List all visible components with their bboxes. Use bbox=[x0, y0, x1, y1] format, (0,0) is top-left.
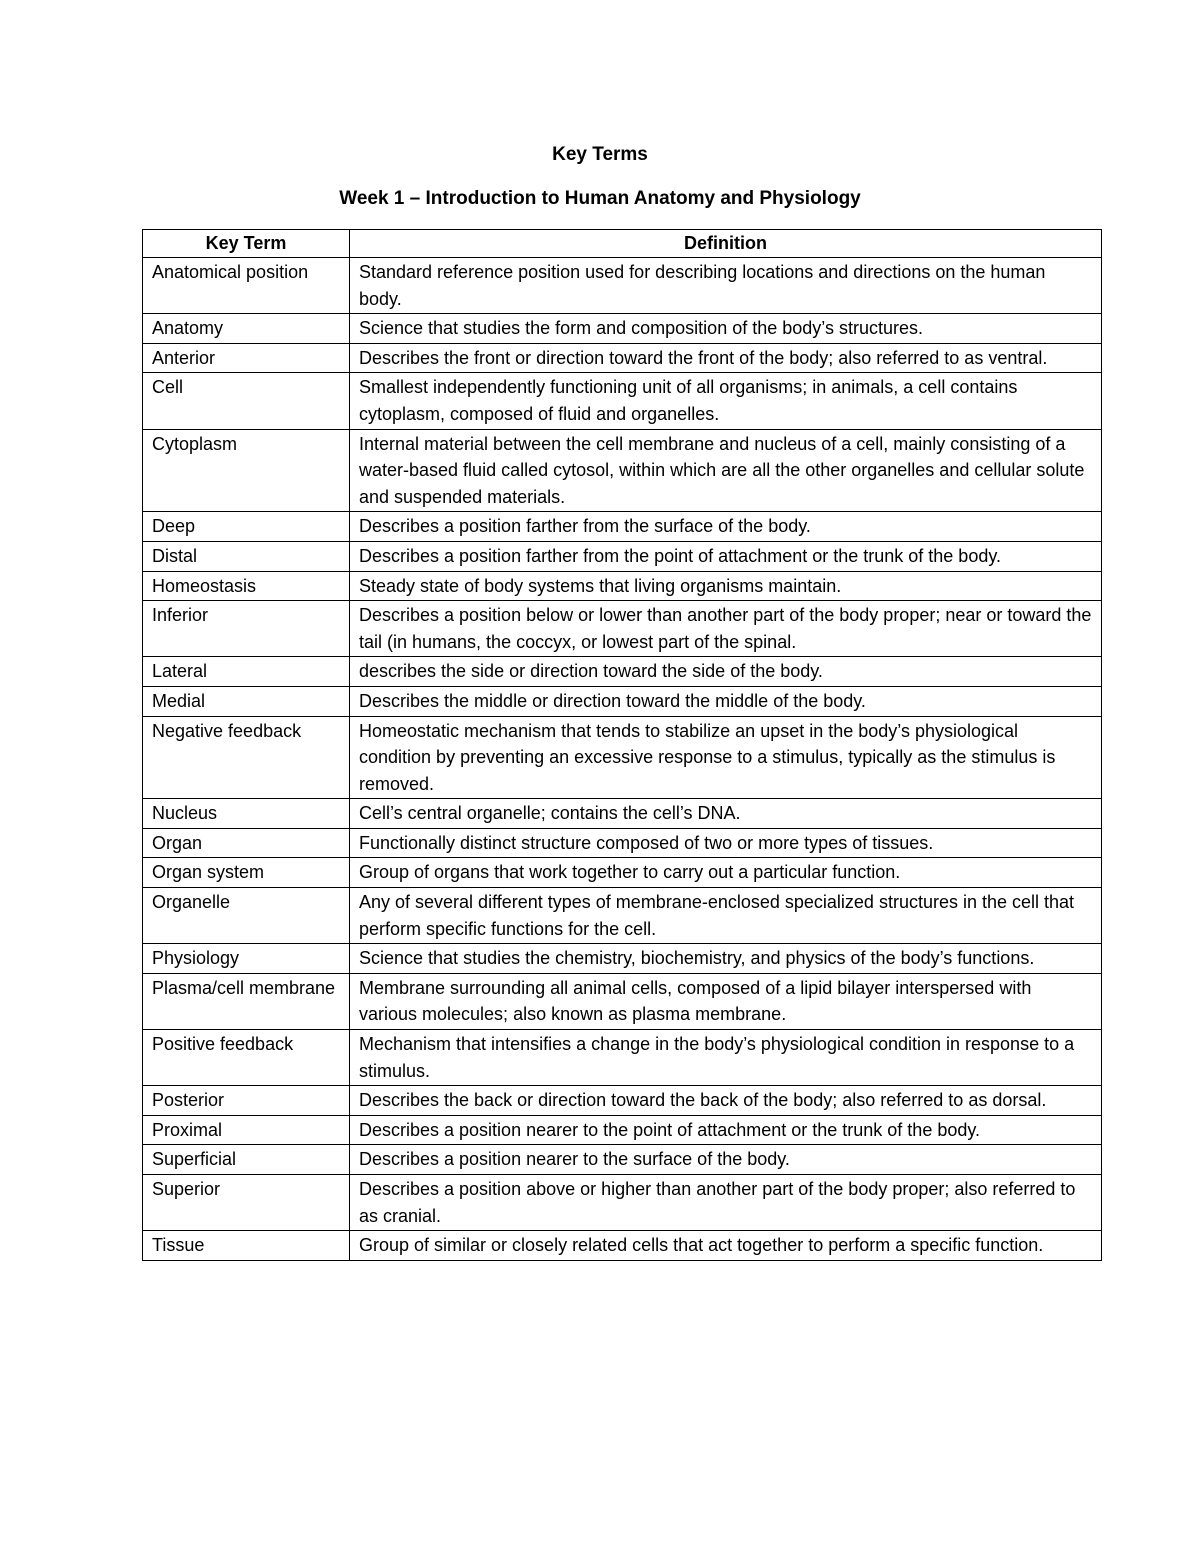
definition-cell: Standard reference position used for describing locations and directions on the human body. bbox=[350, 258, 1102, 314]
table-row bbox=[143, 799, 1102, 829]
term-cell: Posterior bbox=[143, 1086, 350, 1116]
term-cell: Cytoplasm bbox=[143, 429, 350, 512]
table-body bbox=[143, 258, 1102, 1261]
term-cell: Lateral bbox=[143, 657, 350, 687]
definition-cell: Any of several different types of membrane-enclosed specialized structures in the cell that perform specific functions for the cell. bbox=[350, 888, 1102, 944]
definition-cell: Describes a position farther from the surface of the body. bbox=[350, 512, 1102, 542]
table-row bbox=[143, 571, 1102, 601]
table-row bbox=[143, 657, 1102, 687]
definition-cell: Describes a position above or higher than another part of the body proper; also referred to as cranial. bbox=[350, 1175, 1102, 1231]
table-row bbox=[143, 1145, 1102, 1175]
term-cell: Plasma/cell membrane bbox=[143, 973, 350, 1029]
table-header-row bbox=[143, 230, 1102, 258]
table-row bbox=[143, 343, 1102, 373]
term-cell: Deep bbox=[143, 512, 350, 542]
header-definition: Definition bbox=[350, 230, 1102, 258]
term-cell: Physiology bbox=[143, 944, 350, 974]
table-row bbox=[143, 541, 1102, 571]
table-row bbox=[143, 686, 1102, 716]
key-terms-table bbox=[142, 229, 1102, 1261]
definition-cell: describes the side or direction toward the side of the body. bbox=[350, 657, 1102, 687]
definition-cell: Describes a position nearer to the surface of the body. bbox=[350, 1145, 1102, 1175]
table-row bbox=[143, 601, 1102, 657]
definition-cell: Functionally distinct structure composed of two or more types of tissues. bbox=[350, 828, 1102, 858]
term-cell: Inferior bbox=[143, 601, 350, 657]
table-row bbox=[143, 1030, 1102, 1086]
table-row bbox=[143, 512, 1102, 542]
term-cell: Tissue bbox=[143, 1231, 350, 1261]
term-cell: Anatomical position bbox=[143, 258, 350, 314]
term-cell: Superficial bbox=[143, 1145, 350, 1175]
table-row bbox=[143, 1175, 1102, 1231]
term-cell: Positive feedback bbox=[143, 1030, 350, 1086]
term-cell: Homeostasis bbox=[143, 571, 350, 601]
definition-cell: Describes the middle or direction toward the middle of the body. bbox=[350, 686, 1102, 716]
term-cell: Medial bbox=[143, 686, 350, 716]
term-cell: Anterior bbox=[143, 343, 350, 373]
term-cell: Anatomy bbox=[143, 314, 350, 344]
table-row bbox=[143, 858, 1102, 888]
table-row bbox=[143, 973, 1102, 1029]
term-cell: Organ system bbox=[143, 858, 350, 888]
definition-cell: Describes a position nearer to the point of attachment or the trunk of the body. bbox=[350, 1115, 1102, 1145]
term-cell: Negative feedback bbox=[143, 716, 350, 799]
definition-cell: Group of organs that work together to carry out a particular function. bbox=[350, 858, 1102, 888]
term-cell: Proximal bbox=[143, 1115, 350, 1145]
definition-cell: Mechanism that intensifies a change in the body’s physiological condition in response to a stimulus. bbox=[350, 1030, 1102, 1086]
term-cell: Nucleus bbox=[143, 799, 350, 829]
table-row bbox=[143, 944, 1102, 974]
document-subtitle: Week 1 – Introduction to Human Anatomy and Physiology bbox=[339, 188, 861, 209]
table-row bbox=[143, 258, 1102, 314]
definition-cell: Steady state of body systems that living organisms maintain. bbox=[350, 571, 1102, 601]
table-row bbox=[143, 373, 1102, 429]
header-key-term: Key Term bbox=[143, 230, 350, 258]
definition-cell: Homeostatic mechanism that tends to stabilize an upset in the body’s physiological condition by preventing an excessive response to a stimulus, typically as the stimulus is removed. bbox=[350, 716, 1102, 799]
definition-cell: Describes a position farther from the point of attachment or the trunk of the body. bbox=[350, 541, 1102, 571]
definition-cell: Describes the front or direction toward the front of the body; also referred to as ventral. bbox=[350, 343, 1102, 373]
table-row bbox=[143, 888, 1102, 944]
definition-cell: Describes a position below or lower than another part of the body proper; near or toward the tail (in humans, the coccyx, or lowest part of the spinal. bbox=[350, 601, 1102, 657]
definition-cell: Group of similar or closely related cells that act together to perform a specific function. bbox=[350, 1231, 1102, 1261]
definition-cell: Membrane surrounding all animal cells, composed of a lipid bilayer interspersed with various molecules; also known as plasma membrane. bbox=[350, 973, 1102, 1029]
table-row bbox=[143, 1086, 1102, 1116]
table-row bbox=[143, 828, 1102, 858]
table-row bbox=[143, 1115, 1102, 1145]
term-cell: Superior bbox=[143, 1175, 350, 1231]
definition-cell: Smallest independently functioning unit of all organisms; in animals, a cell contains cytoplasm, composed of fluid and organelles. bbox=[350, 373, 1102, 429]
definition-cell: Internal material between the cell membrane and nucleus of a cell, mainly consisting of a water-based fluid called cytosol, within which are all the other organelles and cellular solute and suspended materials. bbox=[350, 429, 1102, 512]
term-cell: Organ bbox=[143, 828, 350, 858]
term-cell: Distal bbox=[143, 541, 350, 571]
term-cell: Cell bbox=[143, 373, 350, 429]
definition-cell: Describes the back or direction toward the back of the body; also referred to as dorsal. bbox=[350, 1086, 1102, 1116]
definition-cell: Cell’s central organelle; contains the cell’s DNA. bbox=[350, 799, 1102, 829]
table-row bbox=[143, 716, 1102, 799]
table-row bbox=[143, 314, 1102, 344]
definition-cell: Science that studies the form and composition of the body’s structures. bbox=[350, 314, 1102, 344]
table-row bbox=[143, 429, 1102, 512]
document-title: Key Terms bbox=[552, 144, 648, 165]
definition-cell: Science that studies the chemistry, biochemistry, and physics of the body’s functions. bbox=[350, 944, 1102, 974]
table-row bbox=[143, 1231, 1102, 1261]
term-cell: Organelle bbox=[143, 888, 350, 944]
